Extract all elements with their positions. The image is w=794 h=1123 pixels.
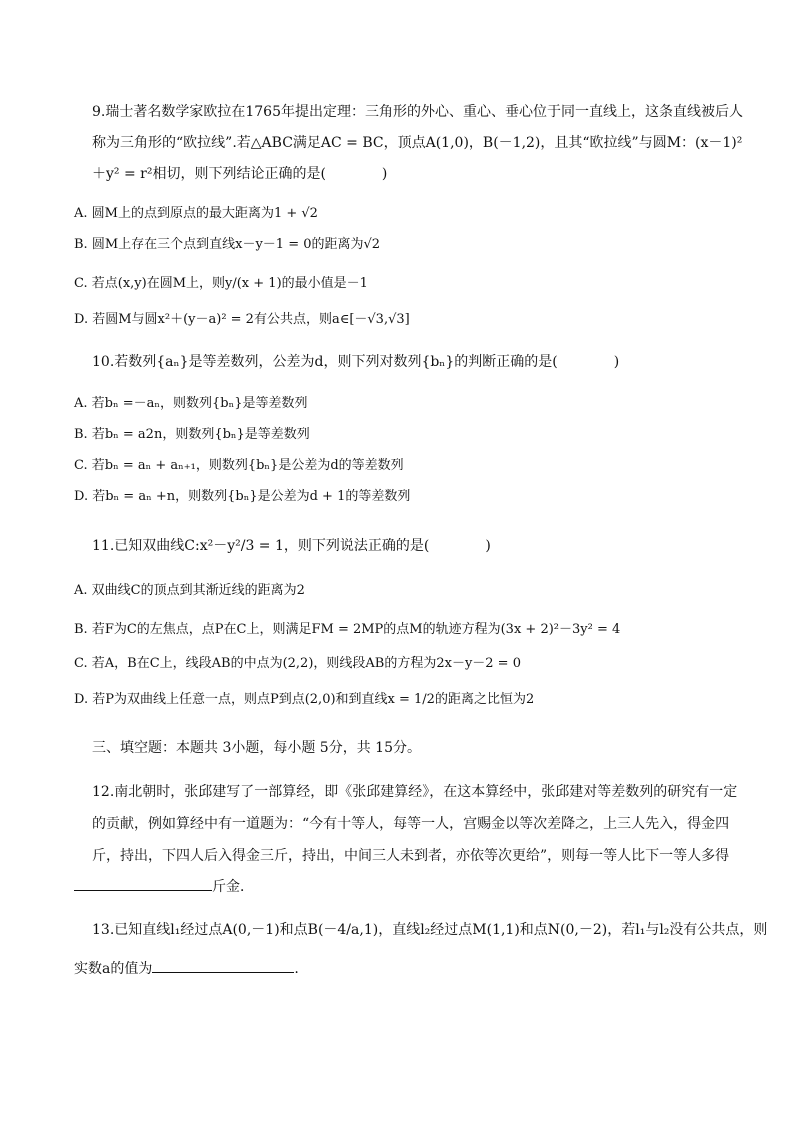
section-heading-fill-in: 三、填空题：本题共 3小题，每小题 5分，共 15分。 [92,740,421,756]
q9-option-c: C. 若点(x,y)在圆M上，则y/(x + 1)的最小值是－1 [74,276,368,291]
q10-stem: 10.若数列{aₙ}是等差数列，公差为d，则下列对数列{bₙ}的判断正确的是( ) [92,354,620,370]
q12-line-4-suffix: 斤金． [212,879,254,895]
q10-option-c: C. 若bₙ = aₙ + aₙ₊₁，则数列{bₙ}是公差为d的等差数列 [74,458,404,473]
q9-stem-line-2: 称为三角形的“欧拉线”.若△ABC满足AC = BC，顶点A(1,0)，B(－1,2)，且其“欧拉线”与圆M：(x－1)² [92,135,743,151]
q11-stem: 11.已知双曲线C:x²－y²/3 = 1，则下列说法正确的是( ) [92,538,491,554]
q13-line-2-prefix: 实数a的值为 [74,961,153,977]
q10-option-b: B. 若bₙ = a2n，则数列{bₙ}是等差数列 [74,427,310,442]
q10-option-a: A. 若bₙ =－aₙ，则数列{bₙ}是等差数列 [74,396,308,411]
q9-option-d: D. 若圆M与圆x²＋(y－a)² = 2有公共点，则a∈[－√3,√3] [74,312,410,327]
q11-option-c: C. 若A，B在C上，线段AB的中点为(2,2)，则线段AB的方程为2x－y－2 = 0 [74,656,521,671]
q13-line-2 [74,958,299,979]
q12-line-2: 的贡献，例如算经中有一道题为：“今有十等人，每等一人，宫赐金以等次差降之，上三人先入，得金四 [92,816,730,832]
q9-option-b: B. 圆M上存在三个点到直线x－y－1 = 0的距离为√2 [74,237,381,252]
q13-line-1: 13.已知直线l₁经过点A(0,－1)和点B(－4/a,1)，直线l₂经过点M(1,1)和点N(0,－2)，若l₁与l₂没有公共点，则 [92,922,768,938]
q11-option-a: A. 双曲线C的顶点到其渐近线的距离为2 [74,583,305,598]
q9-stem-line-1: 9.瑞士著名数学家欧拉在1765年提出定理：三角形的外心、重心、垂心位于同一直线上，这条直线被后人 [92,104,743,120]
q12-line-1: 12.南北朝时，张邱建写了一部算经，即《张邱建算经》，在这本算经中，张邱建对等差数列的研究有一定 [92,784,738,800]
q12-line-4 [74,876,254,897]
q11-option-b: B. 若F为C的左焦点，点P在C上，则满足FM = 2MP的点M的轨迹方程为(3x + 2)²－3y² = 4 [74,622,621,637]
q11-option-d: D. 若P为双曲线上任意一点，则点P到点(2,0)和到直线x = 1/2的距离之比恒为2 [74,692,535,707]
q9-stem-line-3: ＋y² = r²相切，则下列结论正确的是( ) [92,166,388,182]
q9-option-a: A. 圆M上的点到原点的最大距离为1 + √2 [74,206,318,221]
q13-answer-blank[interactable] [152,958,294,973]
q13-line-2-suffix: . [294,961,299,977]
q12-line-3: 斤，持出，下四人后入得金三斤，持出，中间三人未到者，亦依等次更给”，则每一等人比下一等人多得 [92,848,730,864]
q12-answer-blank[interactable] [74,876,212,891]
q10-option-d: D. 若bₙ = aₙ +n，则数列{bₙ}是公差为d + 1的等差数列 [74,489,411,504]
